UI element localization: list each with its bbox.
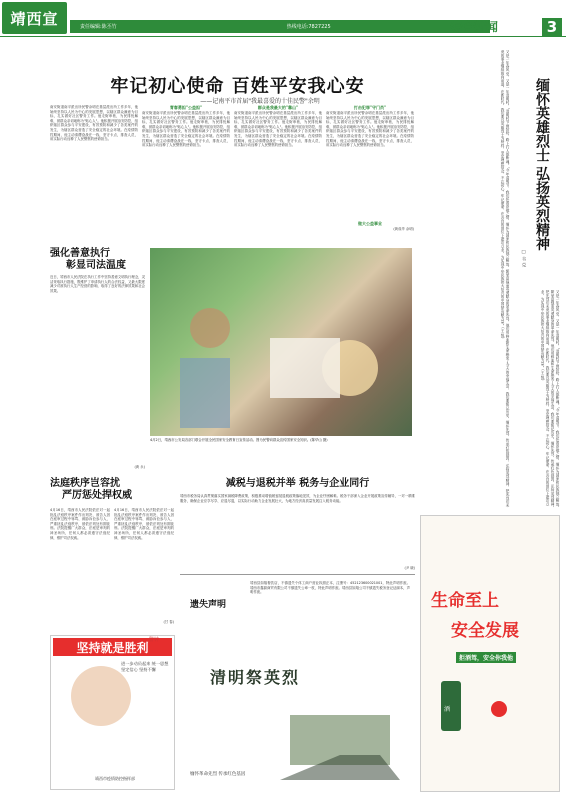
lead-col-3 xyxy=(234,105,322,246)
ad-right-big2: 安全发展 xyxy=(451,621,519,641)
lead-body-2: 南安街道南平派出所民警余明在基层派出所工作多年，他始终坚持以人民为中心的发展思想，以辖区群众满意为目标，扎实做好社区警务工作。他走街串巷，为民排忧解难，被群众亲切地称为"贴心人"。他积极开展治安防控，组织辖区群众参与平安建设，有效预防和减少了各类案件的发生，为辖区群众营造了安全稳定的社会环境。在疫情防控期间，他主动请缨奋战在一线，坚守卡点，排查人员，用实际行动诠释了人民警察的使命担当。 xyxy=(142,111,230,148)
page-number: 3 xyxy=(542,18,562,36)
lead-headline: 牢记初心使命 百姓平安我心安 xyxy=(110,76,365,97)
editor-line: 责任编辑:陈丕竹 xyxy=(80,24,117,30)
sidebar-title: 缅怀英雄烈士 弘扬英烈精神 xyxy=(534,78,550,251)
ad-left xyxy=(50,635,175,790)
sidebar-body: 又是一年春风至，又是一年清明时。"清明时节雨纷纷，路上行人欲断魂。"今年清明节，我们怀着崇敬之情，缅怀为国家和民族独立解放、繁荣富强而英勇献身的革命先烈。他们用鲜血和生命换来了今天的幸福生活，我们要铭记历史，缅怀先烈，传承红色基因，弘扬英烈精神，把先烈们未竟的事业继续推向前进。在新时代，我们要以英雄烈士为榜样，坚定理想信念，不忘初心，牢记使命，在各自的岗位上建功立业，为实现中华民族伟大复兴的中国梦贡献力量。(王 悦) xyxy=(501,50,510,507)
photo-caption: 4月2日，靖西市公安局各部门联合开展全民国家安全教育日宣传活动。图为民警向群众宣传国家安全知识。(陈华山 摄) xyxy=(150,438,328,442)
story3-headline xyxy=(50,478,145,502)
lead-sign: (黄成华 余明) xyxy=(393,227,414,231)
ad-right-big1: 生命至上 xyxy=(431,591,499,611)
notices xyxy=(180,574,415,640)
lead-body-1: 南安街道南平派出所民警余明在基层派出所工作多年，他始终坚持以人民为中心的发展思想，以辖区群众满意为目标，扎实做好社区警务工作。他走街串巷，为民排忧解难，被群众亲切地称为"贴心人"。他积极开展治安防控，组织辖区群众参与平安建设，有效预防和减少了各类案件的发生，为辖区群众营造了安全稳定的社会环境。在疫情防控期间，他主动请缨奋战在一线，坚守卡点，排查人员，用实际行动诠释了人民警察的使命担当。 xyxy=(50,105,138,142)
lead-col-1 xyxy=(50,105,138,245)
mask-icon xyxy=(71,666,131,726)
no-drink-icon xyxy=(491,701,507,717)
ad-left-banner: 坚持就是胜利 xyxy=(53,638,172,656)
ad-right xyxy=(420,515,560,792)
story2-sign: (黄 永) xyxy=(134,465,145,469)
lead-col-head-2: 群众是我最大的"靠山" xyxy=(257,105,299,110)
hotline: 热线电话:7827225 xyxy=(286,24,331,30)
lead-col-head-4: 做大公益事业 xyxy=(358,221,382,226)
ad-mid xyxy=(180,645,415,790)
lead-col-head-1: 青春勇担"公益担" xyxy=(169,105,203,110)
ad-mid-brush-text: 清明祭英烈 xyxy=(210,668,301,687)
story2-body: 近日，靖西市人民法院在执行工作中坚持善意文明执行理念，灵活采取执行措施，既维护了申请执行人的合法权益，又最大限度减少对被执行人生产经营的影响，取得了良好的法律效果和社会效果。 xyxy=(50,275,145,293)
story4-headline: 减税与退税并举 税务与企业同行 xyxy=(225,478,370,489)
ad-mid-sub: 缅怀革命先烈 传承红色基因 xyxy=(190,772,246,777)
masthead-strip xyxy=(70,20,490,33)
news-photo xyxy=(150,248,412,436)
ad-mid-illustration xyxy=(270,685,410,785)
lead-body-4: 南安街道南平派出所民警余明在基层派出所工作多年，他始终坚持以人民为中心的发展思想，以辖区群众满意为目标，扎实做好社区警务工作。他走街串巷，为民排忧解难，被群众亲切地称为"贴心人"。他积极开展治安防控，组织辖区群众参与平安建设，有效预防和减少了各类案件的发生，为辖区群众营造了安全稳定的社会环境。在疫情防控期间，他主动请缨奋战在一线，坚守卡点，排查人员，用实际行动诠释了人民警察的使命担当。 xyxy=(326,111,414,148)
section-name: 综合新闻 xyxy=(450,20,499,34)
ad-left-sub: 靖西市疫情防控指挥部 xyxy=(95,776,135,781)
ad-left-tagline: 进一步动员起来 统一思想 坚定信心 坚持不懈 xyxy=(121,661,169,672)
story4-sign: (尹 晓) xyxy=(404,566,415,570)
photo-illustration xyxy=(150,248,412,436)
story2-headline-l2: 彰显司法温度 xyxy=(66,260,126,271)
story3-headline-l1: 法庭秩序岂容扰 xyxy=(50,478,120,489)
sidebar-body-cont: 又是一年春风至，又是一年清明时。"清明时节雨纷纷，路上行人欲断魂。"今年清明节，我们怀着崇敬之情，缅怀为国家和民族独立解放、繁荣富强而英勇献身的革命先烈。他们用鲜血和生命换来了今天的幸福生活，我们要铭记历史，缅怀先烈，传承红色基因，弘扬英烈精神，把先烈们未竟的事业继续推向前进。在新时代，我们要以英雄烈士为榜样，坚定理想信念，不忘初心，牢记使命，在各自的岗位上建功立业，为实现中华民族伟大复兴的中国梦贡献力量。(王 悦) xyxy=(541,290,560,510)
story2-headline-l1: 强化善意执行 xyxy=(50,248,110,259)
lead-col-2 xyxy=(142,105,230,246)
bottle-label: 酒 xyxy=(444,706,451,713)
story3-headline-l2: 严厉惩处捍权威 xyxy=(62,490,132,501)
notices-body: 靖西县如翔餐饮店，不慎遗失个体工商户营业执照正本，注册号：452123600021001，特此声明作废。靖西市鑫源商贸有限公司不慎遗失公章一枚，特此声明作废。靖西县如翔公司不慎遗失税务登记证副本，声明作废。 xyxy=(250,581,410,595)
story2-headline xyxy=(50,248,145,272)
story3-sign: (甘 春) xyxy=(163,620,174,624)
masthead-rule xyxy=(0,36,566,37)
story4-body: 靖西市税务局认真贯彻落实国家减税降费政策，积极推动增值税留抵退税政策落地见效，为企业纾困解难。税务干部深入企业开展政策宣传辅导，一对一精准服务，确保企业应享尽享、应退尽退，以实际行动助力企业发展壮大，为地方经济高质量发展注入税务动能。 xyxy=(180,494,415,503)
lead-col-4 xyxy=(326,105,414,232)
story3-body-1: 4月16日，靖西市人民法院依法对一起扰乱法庭秩序案件作出判决，被告人因在庭审过程中辱骂、威胁诉讼参与人，严重扰乱法庭秩序，被依法判处有期徒刑。法院提醒广大群众，法庭是审判的神圣场所，任何人都必须遵守法庭纪律，维护司法权威。 xyxy=(50,508,110,540)
lead-body-3: 南安街道南平派出所民警余明在基层派出所工作多年，他始终坚持以人民为中心的发展思想，以辖区群众满意为目标，扎实做好社区警务工作。他走街串巷，为民排忧解难，被群众亲切地称为"贴心人"。他积极开展治安防控，组织辖区群众参与平安建设，有效预防和减少了各类案件的发生，为辖区群众营造了安全稳定的社会环境。在疫情防控期间，他主动请缨奋战在一线，坚守卡点，排查人员，用实际行动诠释了人民警察的使命担当。 xyxy=(234,111,322,148)
story3-body-2: 4月16日，靖西市人民法院依法对一起扰乱法庭秩序案件作出判决，被告人因在庭审过程中辱骂、威胁诉讼参与人，严重扰乱法庭秩序，被依法判处有期徒刑。法院提醒广大群众，法庭是审判的神圣场所，任何人都必须遵守法庭纪律，维护司法权威。 xyxy=(114,508,174,540)
lead-col-head-3: 打击犯罪"守门员" xyxy=(353,105,387,110)
ad-right-sub: 拒酒驾，安全你我他 xyxy=(456,652,516,663)
newspaper-logo: 靖西宣 xyxy=(2,2,67,34)
notices-heading: 遗失声明 xyxy=(190,600,227,610)
lead-subhead: ——记南平市首届"我最喜爱的十佳民警"余明 xyxy=(200,98,320,105)
ad-left-logo: 警钟 xyxy=(149,637,160,643)
sidebar-byline: □ 韦 克 xyxy=(521,250,526,267)
